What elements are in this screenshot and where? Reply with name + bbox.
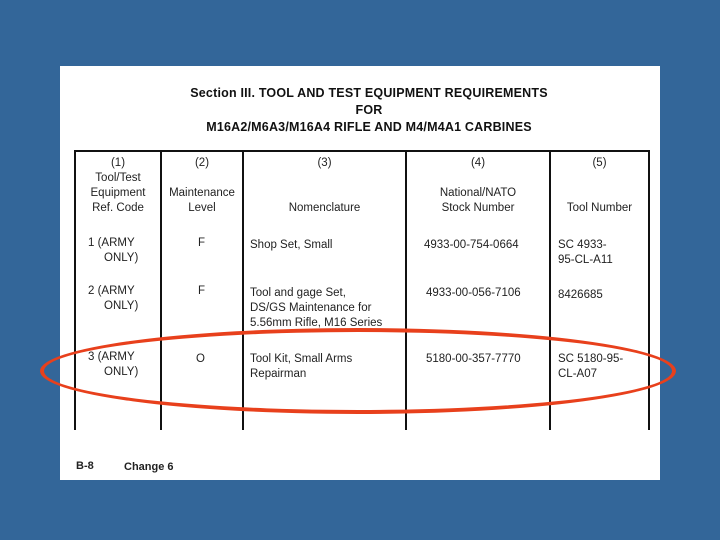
tool-number-line: 8426685 bbox=[558, 289, 603, 301]
column-number: (4) bbox=[470, 157, 486, 169]
column-number: (5) bbox=[592, 157, 607, 169]
ref-code: 2 (ARMY bbox=[88, 285, 135, 297]
highlight-oval bbox=[40, 328, 676, 414]
ref-code-cell bbox=[88, 236, 160, 266]
header-label: Nomenclature bbox=[288, 202, 361, 214]
header-label: Maintenance bbox=[169, 187, 235, 199]
nomenclature-line: DS/GS Maintenance for bbox=[250, 302, 372, 314]
nomenclature-line: Tool Kit, Small Arms bbox=[250, 353, 353, 365]
tool-number-cell bbox=[558, 288, 603, 303]
nomenclature-line: Shop Set, Small bbox=[250, 239, 333, 251]
maintenance-level-cell: F bbox=[198, 285, 206, 297]
stock-number-cell: 4933-00-056-7106 bbox=[426, 287, 521, 299]
column-number: (1) bbox=[110, 157, 126, 169]
maintenance-level-cell: F bbox=[198, 237, 206, 249]
header-label: Level bbox=[188, 202, 216, 214]
tool-number-line: SC 4933- bbox=[558, 239, 607, 251]
header-label: Stock Number bbox=[441, 202, 515, 214]
header-tool-test-equipment bbox=[76, 156, 160, 216]
nomenclature-cell bbox=[250, 238, 405, 253]
page-number: B-8 bbox=[76, 460, 94, 472]
ref-code-qualifier: ONLY) bbox=[104, 366, 139, 378]
header-stock-number bbox=[407, 156, 549, 216]
stock-number-cell: 4933-00-754-0664 bbox=[424, 239, 519, 251]
column-number: (3) bbox=[317, 157, 332, 169]
header-label: Equipment bbox=[90, 187, 146, 199]
ref-code: 3 (ARMY bbox=[88, 351, 135, 363]
section-title-for: FOR bbox=[355, 103, 383, 117]
header-label: Tool Number bbox=[566, 202, 633, 214]
maintenance-level-cell: O bbox=[196, 353, 205, 365]
ref-code-cell bbox=[88, 284, 160, 314]
column-number: (2) bbox=[194, 157, 210, 169]
nomenclature-line: Repairman bbox=[250, 368, 307, 380]
header-label: Tool/Test bbox=[95, 172, 141, 184]
stock-number-cell: 5180-00-357-7770 bbox=[426, 353, 521, 365]
nomenclature-cell bbox=[250, 286, 403, 332]
header-tool-number bbox=[551, 156, 648, 216]
nomenclature-line: 5.56mm Rifle, M16 Series bbox=[250, 317, 383, 329]
nomenclature-line: Tool and gage Set, bbox=[250, 287, 346, 299]
header-label: National/NATO bbox=[439, 187, 517, 199]
tool-number-line: 95-CL-A11 bbox=[558, 254, 613, 266]
header-label: Ref. Code bbox=[92, 202, 144, 214]
ref-code: 1 (ARMY bbox=[88, 237, 135, 249]
ref-code-qualifier: ONLY) bbox=[104, 300, 139, 312]
ref-code-qualifier: ONLY) bbox=[104, 252, 139, 264]
change-number: Change 6 bbox=[124, 461, 174, 473]
section-title: Section III. TOOL AND TEST EQUIPMENT REQUIREMENTS bbox=[190, 86, 548, 100]
section-title-weapons: M16A2/M6A3/M16A4 RIFLE AND M4/M4A1 CARBINES bbox=[206, 120, 532, 134]
header-maintenance-level bbox=[162, 156, 242, 216]
tool-number-line: SC 5180-95- bbox=[558, 353, 624, 365]
document-page bbox=[60, 66, 660, 480]
tool-number-line: CL-A07 bbox=[558, 368, 597, 380]
tool-number-cell bbox=[558, 238, 648, 268]
header-nomenclature bbox=[244, 156, 405, 216]
